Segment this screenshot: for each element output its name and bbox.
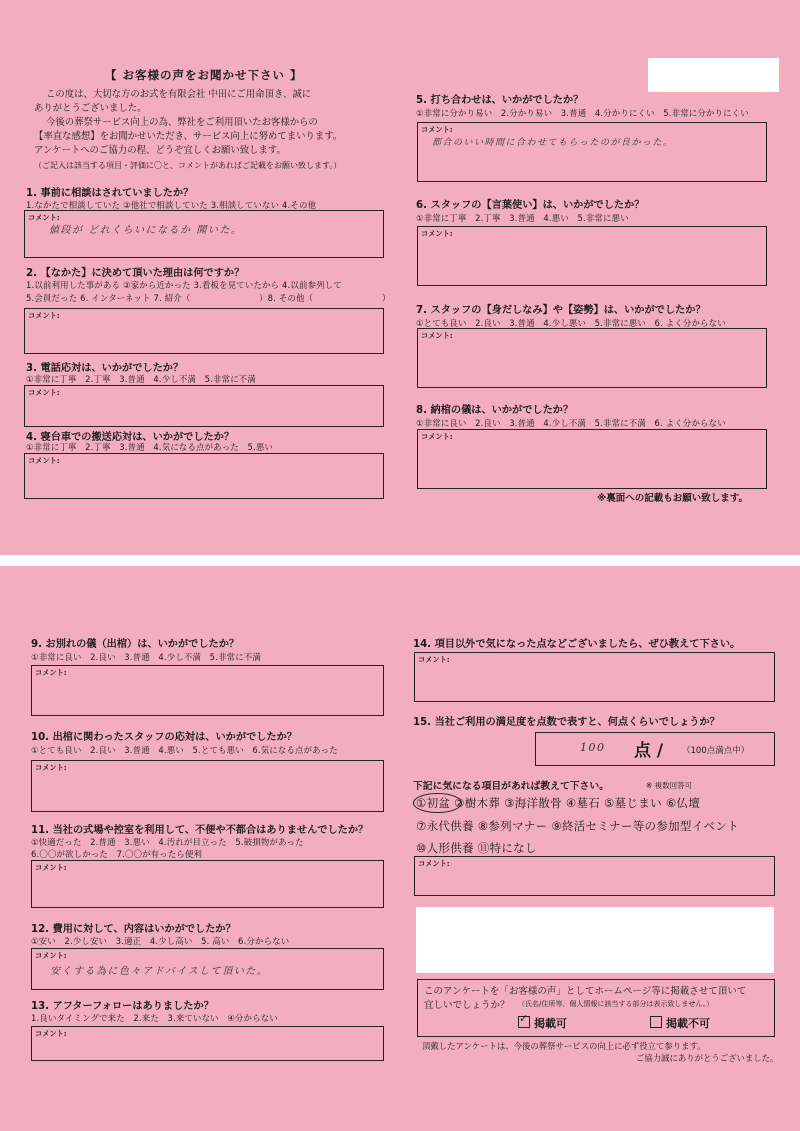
- deny-label: 掲載不可: [666, 1017, 710, 1030]
- question-options: ①安い 2.少し安い 3.適正 4.少し高い 5. 高い 6.分からない: [31, 936, 290, 946]
- comment-box[interactable]: [31, 665, 384, 716]
- publish-permission-box: [417, 979, 775, 1037]
- comment-label: コメント:: [418, 655, 450, 664]
- question-options: 1.なかたで相談していた ②他社で相談していた 3.相談していない 4.その他: [26, 200, 317, 210]
- question-title: 8. 納棺の儀は、いかがでしたか？: [416, 405, 574, 416]
- comment-box[interactable]: [24, 385, 384, 427]
- footer-line: ご協力誠にありがとうございました。: [636, 1053, 779, 1063]
- intro-line: 今後の葬祭サービス向上の為、弊社をご利用頂いたお客様からの: [46, 117, 318, 128]
- permission-text: このアンケートを「お客様の声」としてホームページ等に掲載させて頂いて: [424, 986, 747, 997]
- comment-label: コメント:: [421, 331, 453, 340]
- interest-options-row[interactable]: ⑦永代供養 ⑧参列マナー ⑨終活セミナー等の参加型イベント: [416, 819, 739, 833]
- comment-label: コメント:: [35, 763, 67, 772]
- question-options: ①とても良い 2.良い 3.普通 4.少し悪い 5.非常に悪い 6. よく分からない: [416, 318, 726, 328]
- checkbox[interactable]: [518, 1012, 530, 1028]
- interests-note: ※ 複数回答可: [646, 781, 693, 790]
- selection-circle: [413, 793, 462, 813]
- comment-box[interactable]: [31, 1026, 384, 1061]
- comment-label: コメント:: [421, 229, 453, 238]
- permission-text: 宜しいでしょうか？: [424, 1000, 510, 1011]
- score-note: （100点満点中）: [682, 746, 750, 756]
- permission-note: （氏名/住所等、個人情報に該当する部分は表示致しません。）: [518, 1000, 714, 1008]
- redacted-area: [648, 58, 779, 92]
- intro-line: 【率直な感想】をお聞かせいただき、サービス向上に努めてまいります。: [34, 131, 343, 142]
- question-options: ①非常に丁寧 2.丁寧 3.普通 4.気になる点があった 5.悪い: [26, 442, 273, 452]
- comment-label: コメント:: [35, 1029, 67, 1038]
- question-title: 3. 電話応対は、いかがでしたか？: [26, 363, 184, 374]
- comment-box[interactable]: [31, 948, 384, 990]
- score-unit: 点 /: [634, 741, 664, 761]
- comment-box[interactable]: [417, 226, 767, 286]
- comment-box[interactable]: [31, 860, 384, 908]
- comment-label: コメント:: [28, 388, 60, 397]
- comment-box[interactable]: [24, 308, 384, 354]
- check-mark: ✓: [519, 1012, 529, 1025]
- question-options: 1.良いタイミングで来た 2.来た 3.来ていない ④分からない: [31, 1013, 278, 1023]
- handwritten-answer: 都合のいい時間に合わせてもらったのが良かった。: [432, 138, 674, 148]
- question-title: 7. スタッフの【身だしなみ】や【姿勢】は、いかがでしたか？: [416, 305, 706, 316]
- comment-label: コメント:: [421, 125, 453, 134]
- interest-options-row[interactable]: ⑩人形供養 ⑪特になし: [416, 841, 537, 855]
- question-title: 4. 寝台車での搬送応対は、いかがでしたか？: [26, 432, 235, 443]
- comment-box[interactable]: [24, 453, 384, 499]
- intro-line: ありがとうございました。: [34, 103, 147, 114]
- question-title: 13. アフターフォローはありましたか？: [31, 1001, 214, 1012]
- question-options: ①非常に丁寧 2.丁寧 3.普通 4.少し不満 5.非常に不満: [26, 374, 256, 384]
- question-options: 1.以前利用した事がある ②家から近かった 3.看板を見ていたから 4.以前参列して: [26, 280, 342, 290]
- question-options: ①非常に良い 2.良い 3.普通 4.少し不満 5.非常に不満: [31, 652, 261, 662]
- survey-sheet-back: [0, 566, 800, 1131]
- question-title: 14. 項目以外で気になった点などございましたら、ぜひ教えて下さい。: [413, 639, 741, 650]
- allow-publish-checkbox[interactable]: [518, 1012, 567, 1031]
- intro-line: この度は、大切な方のお式を有限会社 中田にご用命頂き、誠に: [46, 89, 312, 100]
- comment-box[interactable]: [414, 856, 775, 896]
- comment-label: コメント:: [35, 668, 67, 677]
- question-options: ①非常に良い 2.良い 3.普通 4.少し不満 5.非常に不満 6. よく分からない: [416, 418, 726, 428]
- question-title: 15. 当社ご利用の満足度を点数で表すと、何点くらいでしょうか？: [413, 717, 720, 728]
- interest-options-row[interactable]: ①初盆 ②樹木葬 ③海洋散骨 ④墓石 ⑤墓じまい ⑥仏壇: [416, 796, 701, 810]
- question-title: 10. 出棺に関わったスタッフの応対は、いかがでしたか？: [31, 732, 297, 743]
- handwritten-answer: 値段が どれくらいになるか 聞いた。: [49, 225, 243, 236]
- comment-label: コメント:: [35, 951, 67, 960]
- allow-label: 掲載可: [534, 1017, 567, 1030]
- comment-label: コメント:: [35, 863, 67, 872]
- question-title: 9. お別れの儀（出棺）は、いかがでしたか？: [31, 639, 240, 650]
- footer-line: 頂戴したアンケートは、今後の葬祭サービスの向上に必ず役立て参ります。: [422, 1041, 706, 1051]
- comment-box[interactable]: [417, 328, 767, 388]
- handwritten-answer: 安くする為に色々アドバイスして頂いた。: [50, 966, 269, 977]
- comment-label: コメント:: [28, 213, 60, 222]
- score-box[interactable]: [535, 732, 775, 766]
- redacted-area: [416, 907, 774, 973]
- question-options: 5.会員だった 6. インターネット 7. 紹介（ ）8. その他（ ）: [26, 293, 391, 303]
- comment-box[interactable]: [31, 760, 384, 812]
- comment-label: コメント:: [28, 456, 60, 465]
- score-value: 100: [580, 741, 606, 754]
- comment-box[interactable]: [24, 210, 384, 258]
- comment-box[interactable]: [417, 122, 767, 182]
- question-title: 1. 事前に相談はされていましたか？: [26, 188, 194, 199]
- question-options: ①とても良い 2.良い 3.普通 4.悪い 5.とても悪い 6.気になる点があった: [31, 745, 338, 755]
- comment-label: コメント:: [421, 432, 453, 441]
- interests-title: 下記に気になる項目があれば教えて下さい。: [413, 781, 609, 792]
- question-title: 12. 費用に対して、内容はいかがでしたか？: [31, 924, 236, 935]
- intro-line: アンケートへのご協力の程、どうぞ宜しくお願い致します。: [34, 145, 286, 156]
- comment-label: コメント:: [28, 311, 60, 320]
- comment-box[interactable]: [417, 429, 767, 489]
- comment-box[interactable]: [414, 652, 775, 702]
- survey-sheet-front: [0, 0, 800, 555]
- question-options: ①非常に分かり易い 2.分かり易い 3.普通 4.分かりにくい 5.非常に分かりにくい: [416, 108, 749, 118]
- question-title: 2. 【なかた】に決めて頂いた理由は何ですか？: [26, 268, 245, 279]
- question-options: 6.〇〇が欲しかった 7.〇〇が有ったら便利: [31, 849, 203, 859]
- checkbox[interactable]: [650, 1016, 662, 1028]
- question-title: 11. 当社の式場や控室を利用して、不便や不都合はありませんでしたか？: [31, 825, 369, 836]
- intro-line: （ご記入は該当する項目・評価に〇と、コメントがあればご記載をお願い致します。）: [34, 161, 342, 170]
- question-options: ①非常に丁寧 2.丁寧 3.普通 4.悪い 5.非常に悪い: [416, 213, 629, 223]
- question-options: ①快適だった 2.普通 3.悪い 4.汚れが目立った 5.破損物があった: [31, 837, 304, 847]
- question-title: 5. 打ち合わせは、いかがでしたか？: [416, 95, 584, 106]
- back-side-note: ※裏面への記載もお願い致します。: [597, 493, 748, 504]
- deny-publish-checkbox[interactable]: [650, 1015, 710, 1031]
- question-title: 6. スタッフの【言葉使い】は、いかがでしたか？: [416, 200, 645, 211]
- comment-label: コメント:: [418, 859, 450, 868]
- survey-title: 【 お客様の声をお聞かせ下さい 】: [105, 68, 303, 82]
